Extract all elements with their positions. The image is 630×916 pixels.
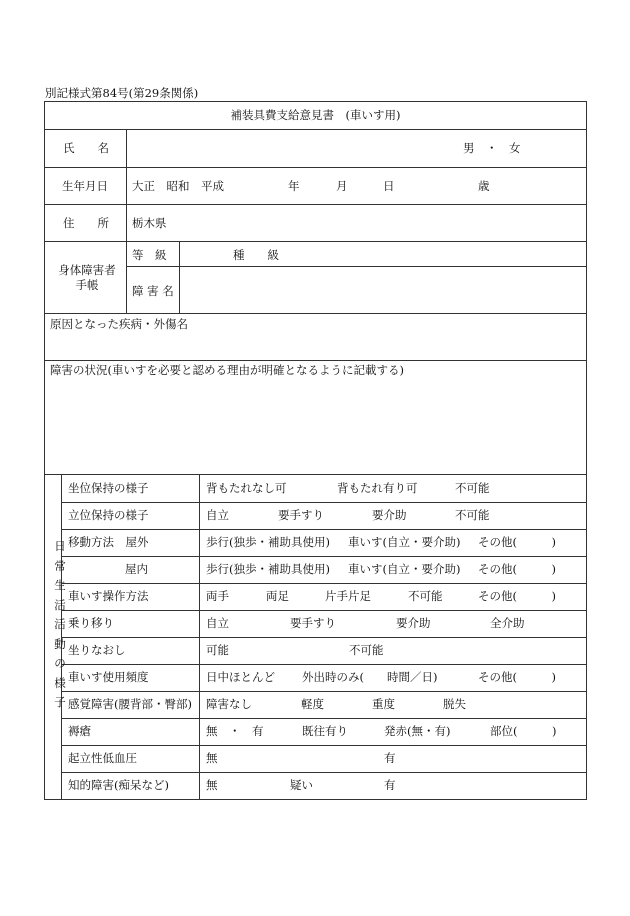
rule xyxy=(44,313,587,314)
activity-option: 要介助 xyxy=(372,508,407,522)
activity-option: 要手すり xyxy=(278,508,324,522)
activity-option: 歩行(独歩・補助具使用) xyxy=(206,535,330,549)
address-value: 栃木県 xyxy=(132,216,167,230)
rule xyxy=(61,583,587,584)
birthdate-label: 生年月日 xyxy=(62,179,108,193)
activity-option: 脱失 xyxy=(443,697,466,711)
activity-option: 無 xyxy=(206,778,218,792)
activity-option: 重度 xyxy=(372,697,395,711)
activity-option: 無 xyxy=(206,751,218,765)
age-unit: 歳 xyxy=(478,179,490,193)
handbook-label-line1: 身体障害者 xyxy=(58,263,116,277)
rule xyxy=(61,637,587,638)
activity-label: 移動方法 屋外 xyxy=(68,535,149,549)
activity-label: 褥瘡 xyxy=(68,724,91,738)
activity-option: 有 xyxy=(384,778,396,792)
activity-option: その他( ) xyxy=(478,562,556,576)
activity-option: 発赤(無・有) xyxy=(384,724,451,738)
rule xyxy=(61,529,587,530)
activity-option: 軽度 xyxy=(301,697,324,711)
activity-label: 車いす操作方法 xyxy=(68,589,149,603)
activity-option: その他( ) xyxy=(478,535,556,549)
activity-option: 無 ・ 有 xyxy=(206,724,264,738)
disability-name-label: 障 害 名 xyxy=(132,284,174,298)
rule xyxy=(61,718,587,719)
rule xyxy=(61,691,587,692)
activity-option: 可能 xyxy=(206,643,229,657)
activity-label: 坐りなおし xyxy=(68,643,126,657)
rule xyxy=(44,360,587,361)
activity-option: 不可能 xyxy=(408,589,443,603)
activity-option: 有 xyxy=(384,751,396,765)
name-label: 氏 名 xyxy=(63,141,109,155)
activity-option: 背もたれ有り可 xyxy=(337,481,418,495)
activity-option: その他( ) xyxy=(478,589,556,603)
activity-option: 外出時のみ( 時間／日) xyxy=(302,670,438,684)
activity-option: 歩行(独歩・補助具使用) xyxy=(206,562,330,576)
handbook-label-line2: 手帳 xyxy=(75,278,99,292)
activity-label: 坐位保持の様子 xyxy=(68,481,149,495)
activity-option: 要手すり xyxy=(290,616,336,630)
condition-label: 障害の状況(車いすを必要と認める理由が明確となるように記載する) xyxy=(50,363,404,377)
activity-option: 不可能 xyxy=(455,508,490,522)
activity-option: 要介助 xyxy=(396,616,431,630)
activity-option: 既往有り xyxy=(302,724,348,738)
rule xyxy=(44,101,45,800)
rule xyxy=(61,772,587,773)
activity-option: 疑い xyxy=(290,778,313,792)
rule xyxy=(61,610,587,611)
daily-activity-side-label: 日 常 生 活 活 動 の 様 子 xyxy=(54,539,66,709)
activity-option: 部位( ) xyxy=(490,724,557,738)
era-options: 大正 昭和 平成 xyxy=(132,179,224,193)
activity-label: 車いす使用頻度 xyxy=(68,670,149,684)
activity-label: 乗り移り xyxy=(68,616,114,630)
activity-option: 片手片足 xyxy=(325,589,371,603)
activity-option: 自立 xyxy=(206,508,229,522)
grade-label: 等 級 xyxy=(132,248,167,262)
activity-option: 車いす(自立・要介助) xyxy=(348,535,461,549)
type-grade: 種 級 xyxy=(233,248,279,262)
activity-option: 不可能 xyxy=(455,481,490,495)
rule xyxy=(586,101,587,800)
rule xyxy=(44,474,587,475)
gender-options: 男 ・ 女 xyxy=(463,141,521,155)
form-title: 補装具費支給意見書 (車いす用) xyxy=(230,108,401,122)
activity-option: その他( ) xyxy=(478,670,556,684)
address-label: 住 所 xyxy=(63,216,109,230)
rule xyxy=(61,745,587,746)
activity-label: 屋内 xyxy=(125,562,148,576)
activity-label: 起立性低血圧 xyxy=(68,751,137,765)
opinion-form xyxy=(44,101,587,800)
activity-option: 車いす(自立・要介助) xyxy=(348,562,461,576)
rule xyxy=(61,502,587,503)
form-code: 別記様式第84号(第29条関係) xyxy=(45,86,199,100)
activity-option: 不可能 xyxy=(349,643,384,657)
activity-option: 両足 xyxy=(266,589,289,603)
activity-option: 全介助 xyxy=(490,616,525,630)
month-unit: 月 xyxy=(336,179,348,193)
rule xyxy=(126,129,127,313)
rule xyxy=(44,101,587,102)
rule xyxy=(61,556,587,557)
activity-option: 障害なし xyxy=(206,697,252,711)
rule xyxy=(61,664,587,665)
activity-option: 自立 xyxy=(206,616,229,630)
day-unit: 日 xyxy=(383,179,395,193)
activity-option: 背もたれなし可 xyxy=(206,481,287,495)
activity-label: 知的障害(痴呆など) xyxy=(68,778,169,792)
cause-label: 原因となった疾病・外傷名 xyxy=(50,317,188,331)
activity-option: 両手 xyxy=(206,589,229,603)
rule xyxy=(179,241,180,313)
activity-label: 感覚障害(腰背部・臀部) xyxy=(68,697,192,711)
rule xyxy=(126,266,587,267)
activity-option: 日中ほとんど xyxy=(206,670,275,684)
year-unit: 年 xyxy=(288,179,300,193)
activity-label: 立位保持の様子 xyxy=(68,508,149,522)
rule xyxy=(44,799,587,800)
rule xyxy=(199,474,200,800)
